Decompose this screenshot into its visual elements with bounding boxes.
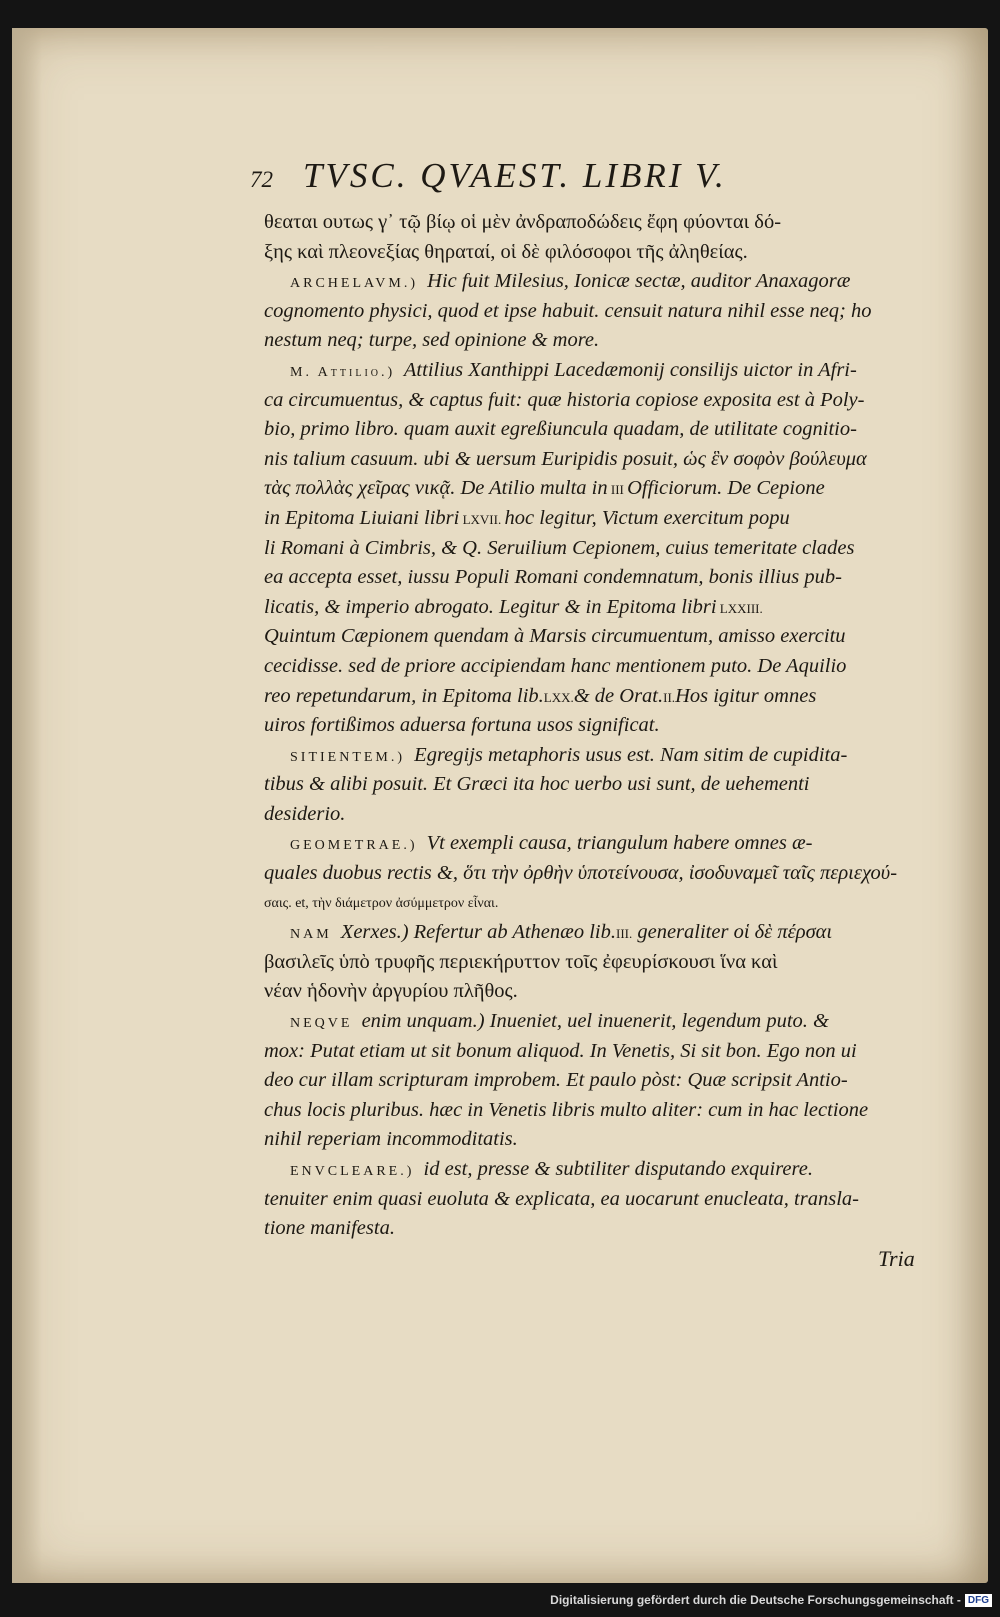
text-line <box>264 977 904 1007</box>
text-line <box>264 1125 904 1155</box>
line-text: Xerxes.) Refertur ab Athenæo lib. <box>335 921 616 944</box>
line-text: Hos igitur omnes <box>675 684 817 707</box>
text-line <box>264 1096 904 1126</box>
lemma: ENVCLEARE.) <box>290 1164 415 1179</box>
line-text: σαις. et, τὴν διάμετρον ἀσύμμετρον εἶναι. <box>264 895 499 911</box>
line-text: & de Orat. <box>573 684 664 707</box>
page-number: 72 <box>250 167 273 192</box>
line-text: reo repetundarum, in Epitoma lib. <box>264 684 544 707</box>
line-text: chus locis pluribus. hæc in Venetis libris multo aliter: cum in hac lectione <box>264 1098 869 1121</box>
book-page <box>12 28 988 1583</box>
text-line <box>264 386 904 416</box>
lemma: NAM <box>290 927 332 943</box>
text-line <box>264 711 904 741</box>
line-text: tione manifesta. <box>264 1217 395 1240</box>
line-text: deo cur illam scripturam improbem. Et paulo pòst: Quæ scripsit Antio- <box>264 1069 848 1092</box>
text-line <box>264 474 904 504</box>
text-line <box>264 1185 904 1215</box>
line-text: enim unquam.) Inueniet, uel inuenerit, legendum puto. & <box>356 1010 829 1033</box>
text-line <box>264 238 904 268</box>
dfg-logo: DFG <box>965 1594 992 1607</box>
running-header <box>250 156 890 202</box>
lemma: ARCHELAVM.) <box>290 276 419 292</box>
lemma: NEQVE <box>290 1016 353 1032</box>
line-text: li Romani à Cimbris, & Q. Seruilium Cepionem, cuius temeritate clades <box>264 536 855 559</box>
line-text: generaliter οἱ δὲ πέρσαι <box>632 921 833 944</box>
text-line <box>264 208 904 238</box>
lemma: M. Attilio.) <box>290 364 396 380</box>
line-text: Quintum Cæpionem quendam à Marsis circumuentum, amisso exercitu <box>264 625 846 648</box>
text-line <box>264 1155 904 1185</box>
line-text: licatis, & imperio abrogato. Legitur & in Epitoma libri <box>264 595 717 618</box>
running-title: TVSC. QVAEST. LIBRI V. <box>303 156 727 195</box>
line-text: uiros fortißimos aduersa fortuna usos significat. <box>264 714 660 737</box>
text-line <box>264 563 904 593</box>
line-text: βασιλεῖς ὑπὸ τρυφῆς περιεκήρυττον τοῖς ἐφευρίσκουσι ἵνα καὶ <box>264 950 778 973</box>
line-text: ξης καὶ πλεονεξίας θηραταί, οἱ δὲ φιλόσοφοι τῆς ἀληθείας. <box>264 240 748 263</box>
numeral: III. <box>615 926 633 942</box>
text-line <box>264 889 904 919</box>
commentary-text <box>264 208 904 1244</box>
lemma: SITIENTEM.) <box>290 749 406 765</box>
line-text: tenuiter enim quasi euoluta & explicata, ea uocarunt enucleata, transla- <box>264 1187 859 1210</box>
text-line <box>264 800 904 830</box>
line-text: νέαν ἡδονὴν ἀργυρίου πλῆθος. <box>264 980 518 1003</box>
line-text: in Epitoma Liuiani libri <box>264 506 460 529</box>
numeral: LXXIII. <box>716 600 763 616</box>
line-text: Attilius Xanthippi Lacedæmonij consilijs uictor in Afri- <box>399 358 857 381</box>
line-text: nihil reperiam incommoditatis. <box>264 1128 518 1151</box>
text-line <box>264 1214 904 1244</box>
numeral: LXX. <box>543 689 574 705</box>
line-text: id est, presse & subtiliter disputando exquirere. <box>418 1158 813 1180</box>
text-line <box>264 770 904 800</box>
line-text: desiderio. <box>264 802 346 825</box>
text-line <box>264 415 904 445</box>
line-text: tibus & alibi posuit. Et Græci ita hoc uerbo usi sunt, de uehementi <box>264 773 810 796</box>
text-line <box>264 534 904 564</box>
credit-text: Digitalisierung gefördert durch die Deutsche Forschungsgemeinschaft - <box>550 1593 961 1607</box>
text-line <box>264 1037 904 1067</box>
text-line <box>264 267 904 297</box>
text-line <box>264 1066 904 1096</box>
line-text: ca circumuentus, & captus fuit: quæ historia copiose exposita est à Poly- <box>264 388 865 411</box>
text-line <box>264 326 904 356</box>
lemma: GEOMETRAE.) <box>290 838 418 854</box>
line-text: hoc legitur, Victum exercitum popu <box>504 506 790 529</box>
line-text: cognomento physici, quod et ipse habuit. censuit natura nihil esse neq; ho <box>264 299 872 322</box>
line-text: Vt exempli causa, triangulum habere omnes æ- <box>421 832 813 855</box>
text-line <box>264 918 904 948</box>
text-line <box>264 859 904 889</box>
numeral: II. <box>663 689 676 705</box>
line-text: bio, primo libro. quam auxit egreßiuncula quadam, de utilitate cognitio- <box>264 418 857 441</box>
text-line <box>264 622 904 652</box>
text-line <box>264 741 904 771</box>
text-line <box>264 1007 904 1037</box>
digitization-credit <box>550 1591 992 1609</box>
line-text: θεαται ουτως γ᾽ τῷ βίῳ οἱ μὲν ἀνδραποδώδεις ἔφη φύονται δό- <box>264 211 782 233</box>
numeral: III <box>607 482 628 498</box>
text-line <box>264 297 904 327</box>
text-line <box>264 682 904 712</box>
line-text: nestum neq; turpe, sed opinione & more. <box>264 329 600 352</box>
line-text: cecidisse. sed de priore accipiendam hanc mentionem puto. De Aquilio <box>264 654 847 677</box>
text-line <box>264 829 904 859</box>
text-line <box>264 593 904 623</box>
numeral: LXVII. <box>459 511 505 527</box>
line-text: τὰς πολλὰς χεῖρας νικᾷ. De Atilio multa in <box>264 477 608 500</box>
line-text: mox: Putat etiam ut sit bonum aliquod. In Venetis, Si sit bon. Ego non ui <box>264 1039 857 1062</box>
line-text: Egregijs metaphoris usus est. Nam sitim de cupidita- <box>409 743 848 766</box>
line-text: Hic fuit Milesius, Ionicæ sectæ, auditor Anaxagoræ <box>422 270 851 293</box>
text-line <box>264 445 904 475</box>
text-line <box>264 948 904 978</box>
line-text: quales duobus rectis &, ὅτι τὴν ὀρθὴν ὑποτείνουσα, ἰσοδυναμεῖ ταῖς περιεχού- <box>264 862 898 885</box>
text-line <box>264 652 904 682</box>
text-line <box>264 356 904 386</box>
line-text: ea accepta esset, iussu Populi Romani condemnatum, bonis illius pub- <box>264 566 842 589</box>
line-text: Officiorum. De Cepione <box>627 477 825 500</box>
line-text: nis talium casuum. ubi & uersum Euripidis posuit, ὡς ἓν σοφὸν βούλευμα <box>264 447 867 470</box>
text-line <box>264 504 904 534</box>
catchword: Tria <box>878 1246 915 1271</box>
